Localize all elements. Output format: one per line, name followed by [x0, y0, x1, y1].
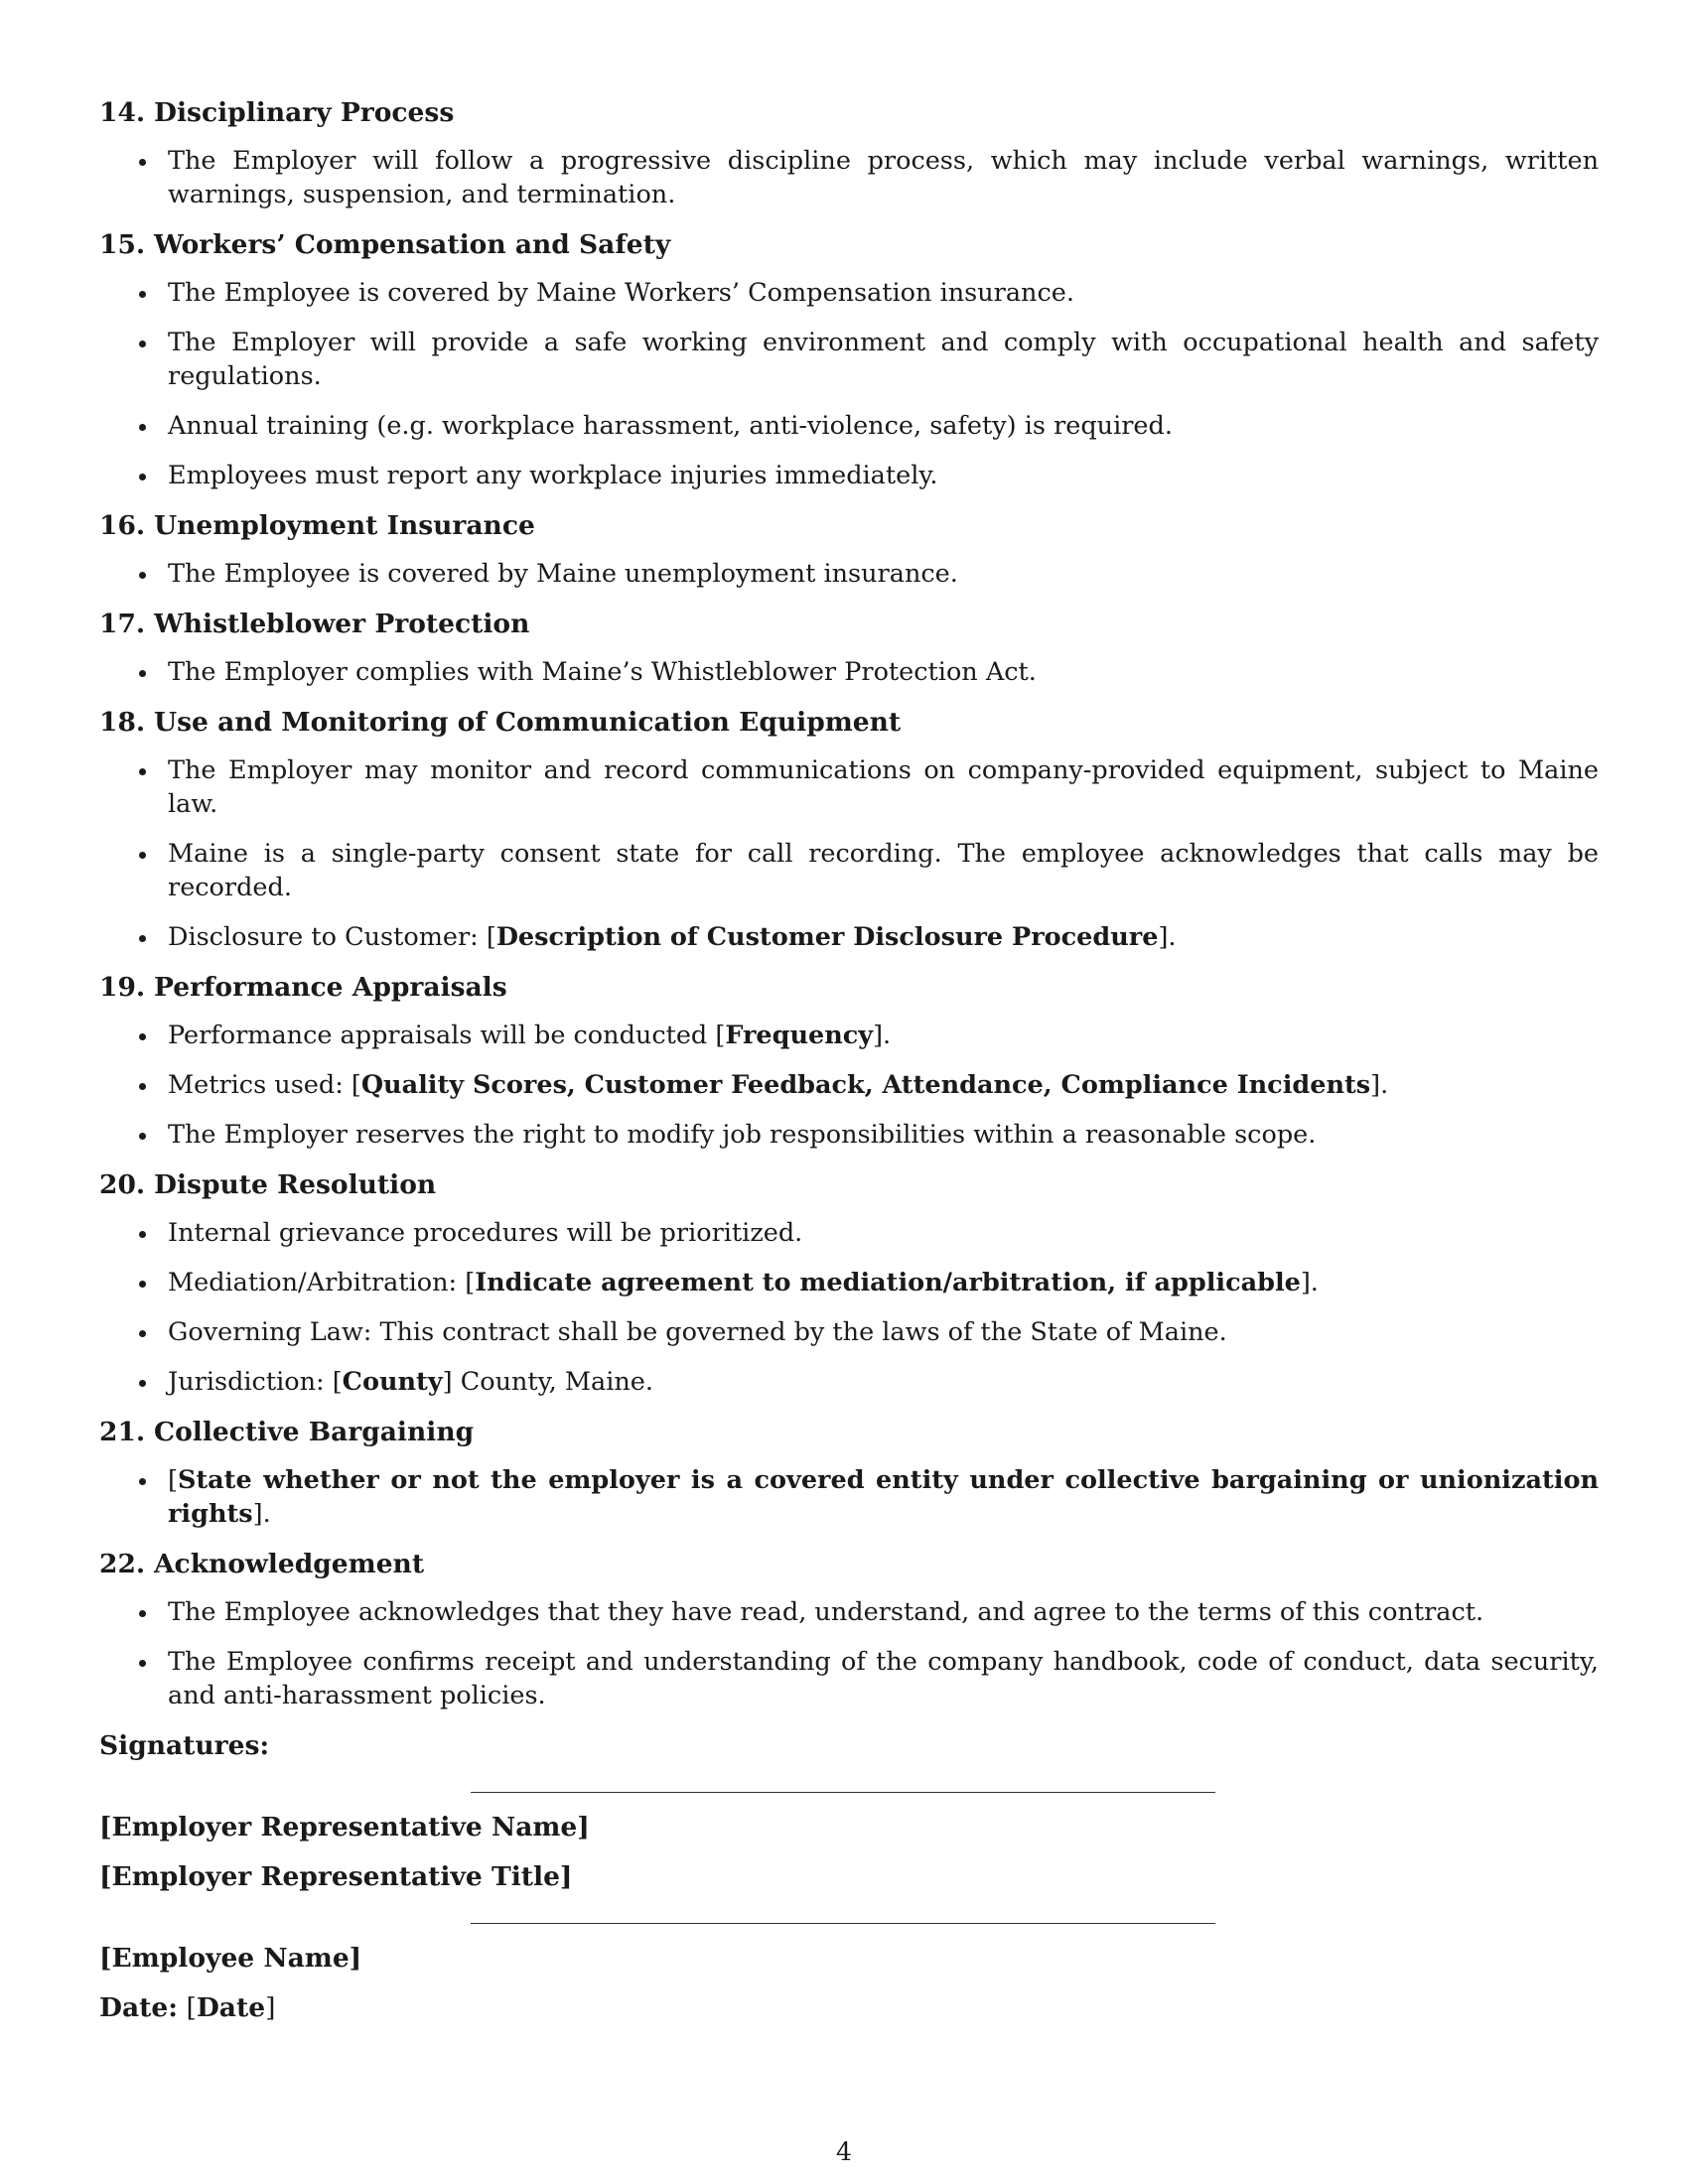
list-item	[99, 557, 1599, 591]
bullet-icon	[139, 1478, 146, 1485]
placeholder-text: County	[342, 1367, 443, 1397]
section-heading	[99, 705, 1599, 741]
list-item	[99, 1645, 1599, 1712]
section-heading	[99, 95, 1599, 131]
item-text: Performance appraisals will be conducted [	[168, 1021, 726, 1050]
bullet-icon	[139, 935, 146, 942]
bullet-list	[99, 144, 1599, 211]
item-text: ].	[1370, 1070, 1389, 1100]
item-text: The Employee confirms receipt and understanding of the company handbook, code of conduct, data security, and anti-harassment policies.	[168, 1647, 1599, 1710]
bullet-icon	[139, 291, 146, 298]
section-title: Acknowledgement	[154, 1549, 425, 1579]
item-text: The Employee acknowledges that they have read, understand, and agree to the terms of this contract.	[168, 1597, 1484, 1627]
bullet-list	[99, 276, 1599, 492]
date-line	[99, 1990, 1599, 2026]
item-text: Internal grievance procedures will be prioritized.	[168, 1218, 803, 1248]
date-label: Date:	[99, 1992, 179, 2023]
bullet-icon	[139, 1660, 146, 1667]
list-item	[99, 1118, 1599, 1152]
signatures-block	[99, 1728, 1599, 2026]
list-item	[99, 1216, 1599, 1250]
bullet-list	[99, 557, 1599, 591]
item-text: Metrics used: [	[168, 1070, 361, 1100]
item-text: The Employee is covered by Maine unemployment insurance.	[168, 559, 958, 589]
section-number: 18.	[99, 707, 146, 738]
item-text: ].	[1300, 1268, 1319, 1297]
item-text: Disclosure to Customer: [	[168, 922, 496, 952]
bullet-icon	[139, 1033, 146, 1040]
section-22	[99, 1547, 1599, 1712]
bullet-icon	[139, 1281, 146, 1288]
bullet-icon	[139, 341, 146, 347]
document-page	[99, 95, 1599, 2026]
placeholder-text: Quality Scores, Customer Feedback, Attendance, Compliance Incidents	[360, 1070, 1371, 1100]
section-number: 14.	[99, 97, 146, 128]
bullet-icon	[139, 1610, 146, 1617]
bullet-list	[99, 655, 1599, 689]
date-value: Date	[196, 1992, 266, 2023]
list-item	[99, 326, 1599, 393]
list-item	[99, 1365, 1599, 1399]
list-item	[99, 837, 1599, 904]
page-number: 4	[836, 2137, 852, 2166]
date-value-bracket-close: ]	[265, 1992, 276, 2023]
bullet-icon	[139, 852, 146, 859]
placeholder-text: Indicate agreement to mediation/arbitration, if applicable	[475, 1268, 1301, 1297]
list-item	[99, 753, 1599, 821]
employer-representative-name: [Employer Representative Name]	[99, 1812, 590, 1843]
section-20	[99, 1167, 1599, 1399]
bullet-list	[99, 1019, 1599, 1152]
item-text: Employees must report any workplace injuries immediately.	[168, 461, 938, 490]
section-16	[99, 508, 1599, 591]
section-heading	[99, 508, 1599, 544]
bullet-icon	[139, 768, 146, 775]
list-item	[99, 276, 1599, 310]
item-text: The Employee is covered by Maine Workers’ Compensation insurance.	[168, 278, 1074, 308]
bullet-list	[99, 1216, 1599, 1399]
section-number: 22.	[99, 1549, 146, 1579]
bullet-icon	[139, 1330, 146, 1337]
date-value-bracket-open: [	[186, 1992, 197, 2023]
section-heading	[99, 607, 1599, 642]
list-item	[99, 1463, 1599, 1531]
section-heading	[99, 1547, 1599, 1582]
section-title: Whistleblower Protection	[154, 609, 530, 639]
section-heading	[99, 1415, 1599, 1450]
item-text: ].	[873, 1021, 892, 1050]
section-heading	[99, 970, 1599, 1006]
item-text: ].	[252, 1499, 271, 1529]
section-title: Unemployment Insurance	[154, 510, 535, 541]
list-item	[99, 1595, 1599, 1629]
item-text: [	[168, 1465, 178, 1495]
section-number: 15.	[99, 229, 146, 260]
section-title: Use and Monitoring of Communication Equipment	[154, 707, 902, 738]
employer-representative-title: [Employer Representative Title]	[99, 1861, 573, 1892]
bullet-icon	[139, 159, 146, 166]
item-text: The Employer may monitor and record communications on company-provided equipment, subject to Maine law.	[168, 755, 1599, 819]
list-item	[99, 1068, 1599, 1102]
section-heading	[99, 1167, 1599, 1203]
section-number: 16.	[99, 510, 146, 541]
item-text: Annual training (e.g. workplace harassment, anti-violence, safety) is required.	[168, 411, 1173, 441]
section-number: 21.	[99, 1417, 146, 1447]
placeholder-text: State whether or not the employer is a covered entity under collective bargaining or unionization rights	[168, 1465, 1599, 1529]
section-title: Collective Bargaining	[154, 1417, 475, 1447]
list-item	[99, 144, 1599, 211]
item-text: The Employer reserves the right to modify job responsibilities within a reasonable scope.	[168, 1120, 1317, 1150]
bullet-icon	[139, 572, 146, 579]
bullet-icon	[139, 670, 146, 677]
item-text: Maine is a single-party consent state for call recording. The employee acknowledges that calls may be recorded.	[168, 839, 1599, 902]
list-item	[99, 1266, 1599, 1299]
item-text: Governing Law: This contract shall be governed by the laws of the State of Maine.	[168, 1317, 1227, 1347]
section-15	[99, 227, 1599, 492]
bullet-icon	[139, 424, 146, 431]
section-number: 20.	[99, 1169, 146, 1200]
section-title: Workers’ Compensation and Safety	[154, 229, 671, 260]
list-item	[99, 459, 1599, 492]
item-text: ].	[1158, 922, 1177, 952]
item-text: The Employer will follow a progressive discipline process, which may include verbal warnings, written warnings, suspension, and termination.	[168, 146, 1599, 209]
section-heading	[99, 227, 1599, 263]
section-17	[99, 607, 1599, 689]
bullet-icon	[139, 1231, 146, 1238]
bullet-icon	[139, 1083, 146, 1090]
list-item	[99, 409, 1599, 443]
item-text: The Employer complies with Maine’s Whistleblower Protection Act.	[168, 657, 1037, 687]
placeholder-text: Description of Customer Disclosure Procedure	[495, 922, 1159, 952]
bullet-icon	[139, 474, 146, 480]
list-item	[99, 1019, 1599, 1052]
list-item	[99, 920, 1599, 954]
bullet-list	[99, 1463, 1599, 1531]
bullet-list	[99, 753, 1599, 954]
section-number: 19.	[99, 972, 146, 1003]
sections-container	[99, 95, 1599, 1712]
section-number: 17.	[99, 609, 146, 639]
section-title: Disciplinary Process	[154, 97, 455, 128]
section-21	[99, 1415, 1599, 1531]
list-item	[99, 655, 1599, 689]
placeholder-text: Frequency	[725, 1021, 874, 1050]
section-title: Dispute Resolution	[154, 1169, 437, 1200]
section-19	[99, 970, 1599, 1152]
item-text: ] County, Maine.	[442, 1367, 653, 1397]
section-14	[99, 95, 1599, 211]
employee-name: [Employee Name]	[99, 1943, 362, 1974]
item-text: Mediation/Arbitration: [	[168, 1268, 476, 1297]
bullet-list	[99, 1595, 1599, 1712]
list-item	[99, 1315, 1599, 1349]
bullet-icon	[139, 1133, 146, 1140]
bullet-icon	[139, 1380, 146, 1387]
signatures-heading: Signatures:	[99, 1730, 270, 1761]
section-title: Performance Appraisals	[154, 972, 507, 1003]
item-text: The Employer will provide a safe working environment and comply with occupational health and safety regulations.	[168, 328, 1599, 391]
section-18	[99, 705, 1599, 954]
item-text: Jurisdiction: [	[168, 1367, 343, 1397]
